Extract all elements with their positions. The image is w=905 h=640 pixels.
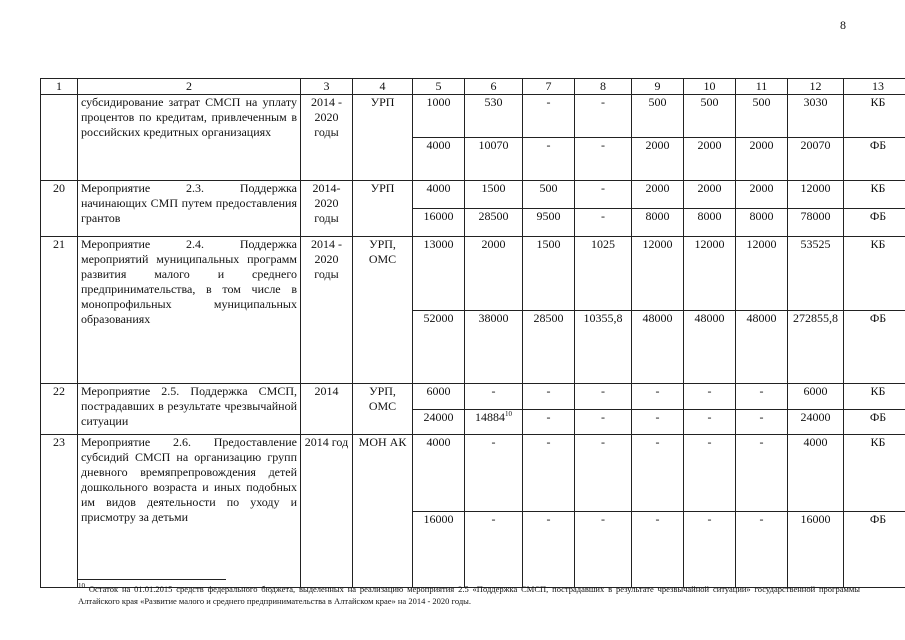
cell-value: -	[601, 409, 605, 424]
row-executor: УРП, ОМС	[353, 237, 413, 384]
cell-value: -	[601, 435, 605, 449]
table-row	[41, 95, 905, 138]
cell-c7	[523, 511, 575, 588]
cell-value: ФБ	[869, 511, 887, 526]
row-years: 2014- 2020 годы	[301, 181, 353, 237]
table-row	[41, 237, 905, 311]
cell-c9	[632, 95, 684, 138]
cell-c6	[465, 409, 523, 435]
cell-value: 16000	[423, 511, 454, 526]
cell-c8	[575, 95, 632, 138]
cell-value: 2000	[697, 138, 722, 152]
cell-value: 2000	[481, 237, 506, 251]
cell-value: 500	[752, 95, 771, 109]
cell-c10	[684, 384, 736, 410]
table-row	[41, 435, 905, 512]
cell-c5	[413, 237, 465, 311]
cell-c8	[575, 138, 632, 181]
cell-value: 12000	[800, 181, 831, 195]
cell-value: 48000	[694, 310, 725, 325]
cell-value: -	[546, 138, 551, 152]
cell-c8	[575, 409, 632, 435]
cell-c11	[736, 384, 788, 410]
cell-value: 48000	[642, 310, 673, 325]
row-number: 23	[41, 435, 78, 588]
cell-value: 16000	[800, 511, 831, 526]
cell-c6	[465, 138, 523, 181]
footnote	[78, 583, 860, 607]
row-number	[41, 95, 78, 181]
cell-value: 10070	[478, 138, 509, 152]
row-years: 2014 - 2020 годы	[301, 237, 353, 384]
cell-c5	[413, 209, 465, 237]
cell-value: -	[601, 384, 605, 398]
cell-value: 12000	[746, 237, 777, 251]
table-row	[41, 181, 905, 209]
cell-c7	[523, 138, 575, 181]
cell-value: ФБ	[869, 409, 887, 424]
row-years: 2014 год	[301, 435, 353, 588]
header-cell-12: 12	[788, 79, 844, 95]
cell-c12	[788, 209, 844, 237]
cell-value: -	[707, 511, 712, 526]
cell-value: 2000	[749, 181, 774, 195]
cell-c7	[523, 95, 575, 138]
cell-value: 12000	[694, 237, 725, 251]
cell-value: 8000	[697, 209, 722, 223]
header-cell-6: 6	[465, 79, 523, 95]
footnote-rule	[78, 579, 226, 580]
cell-c9	[632, 435, 684, 512]
cell-value: -	[601, 95, 605, 109]
cell-value: КБ	[870, 435, 886, 449]
cell-value: 1500	[481, 181, 506, 195]
cell-value: 4000	[426, 435, 451, 449]
cell-c11	[736, 181, 788, 209]
row-description: субсидирование затрат СМСП на уплату процентов по кредитам, привлеченным в российских кредитных организациях	[78, 95, 301, 181]
cell-value: 6000	[426, 384, 451, 398]
header-cell-8: 8	[575, 79, 632, 95]
cell-value: -	[707, 409, 712, 424]
cell-value: ФБ	[869, 310, 887, 325]
cell-value: -	[546, 435, 551, 449]
cell-c5	[413, 409, 465, 435]
cell-value: 4000	[426, 181, 451, 195]
cell-c13	[844, 209, 905, 237]
cell-value: 500	[539, 181, 558, 195]
table-row	[41, 384, 905, 410]
cell-value: -	[491, 384, 496, 398]
row-executor: МОН АК	[353, 435, 413, 588]
cell-value: -	[655, 511, 660, 526]
cell-value: 2000	[697, 181, 722, 195]
row-executor: УРП	[353, 95, 413, 181]
cell-value: 28500	[533, 310, 564, 325]
cell-c7	[523, 435, 575, 512]
cell-value: 78000	[800, 209, 831, 223]
cell-c13	[844, 435, 905, 512]
cell-c7	[523, 181, 575, 209]
row-description: Мероприятие 2.4. Поддержка мероприятий муниципальных программ развития малого и среднего предпринимательства, в том числе в монопрофильных муниципальных образованиях	[78, 237, 301, 384]
cell-c9	[632, 409, 684, 435]
cell-c12	[788, 95, 844, 138]
cell-value: ФБ	[869, 138, 887, 152]
cell-value: -	[601, 209, 605, 223]
cell-c10	[684, 209, 736, 237]
row-number: 21	[41, 237, 78, 384]
cell-c9	[632, 310, 684, 384]
cell-value: 28500	[478, 209, 509, 223]
cell-value: 24000	[423, 409, 454, 424]
row-years: 2014	[301, 384, 353, 435]
cell-value: 3030	[803, 95, 828, 109]
cell-value: 1025	[591, 237, 615, 251]
cell-value: 272855,8	[793, 310, 838, 325]
cell-c7	[523, 310, 575, 384]
cell-value: 500	[648, 95, 667, 109]
cell-value: 2000	[645, 138, 670, 152]
cell-c8	[575, 511, 632, 588]
cell-c11	[736, 237, 788, 311]
cell-value: 10355,8	[583, 310, 623, 325]
cell-value: ФБ	[869, 209, 887, 223]
cell-value: -	[546, 95, 551, 109]
header-cell-9: 9	[632, 79, 684, 95]
cell-c8	[575, 237, 632, 311]
cell-value: КБ	[870, 95, 886, 109]
cell-value: -	[601, 138, 605, 152]
cell-c6	[465, 435, 523, 512]
cell-value: 2000	[645, 181, 670, 195]
cell-value: -	[601, 181, 605, 195]
cell-c8	[575, 310, 632, 384]
cell-c6	[465, 181, 523, 209]
cell-c5	[413, 384, 465, 410]
row-number: 20	[41, 181, 78, 237]
header-cell-11: 11	[736, 79, 788, 95]
cell-c9	[632, 181, 684, 209]
cell-value: 4000	[803, 435, 828, 449]
table-body	[41, 79, 905, 591]
cell-c8	[575, 181, 632, 209]
cell-value: 530	[484, 95, 503, 109]
cell-c5	[413, 310, 465, 384]
cell-value: -	[491, 511, 496, 526]
budget-table	[40, 78, 905, 591]
cell-value: -	[546, 384, 551, 398]
cell-value: КБ	[870, 384, 886, 398]
row-executor: УРП	[353, 181, 413, 237]
cell-c12	[788, 384, 844, 410]
cell-value: -	[655, 409, 660, 424]
cell-c6	[465, 310, 523, 384]
cell-value: -	[759, 511, 764, 526]
footnote-text: Остаток на 01.01.2015 средств федерального бюджета, выделенных на реализацию мероприятия 2.5 «Поддержка СМСП, пострадавших в результате чрезвычайной ситуации» государственной программы Алтайского края «Развитие малого и среднего предпринимательства в Алтайском крае» на 2014 - 2020 годы.	[78, 584, 860, 606]
cell-c11	[736, 409, 788, 435]
cell-c6	[465, 511, 523, 588]
cell-value: -	[546, 511, 551, 526]
cell-c13	[844, 310, 905, 384]
footnote-marker: 10	[78, 582, 85, 591]
cell-c9	[632, 209, 684, 237]
cell-c13	[844, 237, 905, 311]
cell-value: 53525	[800, 237, 831, 251]
cell-value: 9500	[536, 209, 561, 223]
cell-c6	[465, 209, 523, 237]
cell-c10	[684, 310, 736, 384]
cell-c12	[788, 511, 844, 588]
cell-value: 14884	[475, 409, 505, 424]
cell-c8	[575, 209, 632, 237]
cell-c11	[736, 511, 788, 588]
cell-c5	[413, 435, 465, 512]
footnote-ref: 10	[505, 409, 512, 418]
header-row	[41, 79, 905, 95]
header-cell-10: 10	[684, 79, 736, 95]
cell-c12	[788, 181, 844, 209]
cell-c5	[413, 95, 465, 138]
cell-value: 12000	[642, 237, 673, 251]
row-number: 22	[41, 384, 78, 435]
cell-c7	[523, 237, 575, 311]
cell-c6	[465, 384, 523, 410]
cell-c10	[684, 511, 736, 588]
cell-c11	[736, 209, 788, 237]
cell-value: -	[759, 435, 764, 449]
cell-c9	[632, 138, 684, 181]
header-cell-4: 4	[353, 79, 413, 95]
cell-c12	[788, 310, 844, 384]
cell-c6	[465, 95, 523, 138]
cell-value: КБ	[870, 181, 886, 195]
header-cell-1: 1	[41, 79, 78, 95]
row-executor: УРП, ОМС	[353, 384, 413, 435]
cell-value: -	[655, 435, 660, 449]
cell-c10	[684, 181, 736, 209]
cell-value: -	[491, 435, 496, 449]
cell-c7	[523, 409, 575, 435]
cell-value: -	[707, 435, 712, 449]
cell-c7	[523, 384, 575, 410]
cell-value: -	[759, 409, 764, 424]
cell-c10	[684, 237, 736, 311]
row-years: 2014 - 2020 годы	[301, 95, 353, 181]
cell-c13	[844, 138, 905, 181]
row-description: Мероприятие 2.3. Поддержка начинающих СМП путем предоставления грантов	[78, 181, 301, 237]
cell-c8	[575, 435, 632, 512]
cell-c12	[788, 138, 844, 181]
cell-c13	[844, 409, 905, 435]
cell-c12	[788, 435, 844, 512]
cell-value: -	[759, 384, 764, 398]
cell-value: 38000	[478, 310, 509, 325]
header-cell-13: 13	[844, 79, 905, 95]
cell-c7	[523, 209, 575, 237]
cell-value: 16000	[423, 209, 454, 223]
cell-value: 4000	[426, 138, 451, 152]
cell-c13	[844, 511, 905, 588]
header-cell-3: 3	[301, 79, 353, 95]
cell-c13	[844, 181, 905, 209]
cell-value: 8000	[749, 209, 774, 223]
cell-c5	[413, 181, 465, 209]
cell-c13	[844, 384, 905, 410]
cell-value: КБ	[870, 237, 886, 251]
row-description: Мероприятие 2.5. Поддержка СМСП, пострадавших в результате чрезвычайной ситуации	[78, 384, 301, 435]
cell-value: 13000	[423, 237, 454, 251]
cell-c12	[788, 409, 844, 435]
cell-c10	[684, 435, 736, 512]
cell-c9	[632, 511, 684, 588]
cell-c9	[632, 237, 684, 311]
cell-value: 8000	[645, 209, 670, 223]
cell-c10	[684, 409, 736, 435]
header-cell-5: 5	[413, 79, 465, 95]
cell-value: -	[601, 511, 605, 526]
cell-value: 500	[700, 95, 719, 109]
cell-value: 6000	[803, 384, 828, 398]
cell-c12	[788, 237, 844, 311]
cell-value: 48000	[746, 310, 777, 325]
cell-value: 1000	[426, 95, 451, 109]
cell-c13	[844, 95, 905, 138]
cell-c5	[413, 511, 465, 588]
cell-value: 20070	[800, 138, 831, 152]
row-description: Мероприятие 2.6. Предоставление субсидий СМСП на организацию групп дневного времяпрепровождения детей дошкольного возраста и иных подобных им видов деятельности по уходу и присмотру за детьми	[78, 435, 301, 588]
cell-c11	[736, 435, 788, 512]
page-number: 8	[840, 18, 846, 32]
cell-c10	[684, 95, 736, 138]
header-cell-7: 7	[523, 79, 575, 95]
cell-value: 1500	[536, 237, 561, 251]
cell-value: -	[707, 384, 712, 398]
cell-c11	[736, 95, 788, 138]
header-cell-2: 2	[78, 79, 301, 95]
cell-value: 24000	[800, 409, 831, 424]
cell-value: 52000	[423, 310, 454, 325]
cell-value: -	[655, 384, 660, 398]
cell-c9	[632, 384, 684, 410]
cell-c10	[684, 138, 736, 181]
cell-value: 2000	[749, 138, 774, 152]
cell-value: -	[546, 409, 551, 424]
cell-c8	[575, 384, 632, 410]
cell-c11	[736, 310, 788, 384]
cell-c11	[736, 138, 788, 181]
cell-c6	[465, 237, 523, 311]
cell-c5	[413, 138, 465, 181]
